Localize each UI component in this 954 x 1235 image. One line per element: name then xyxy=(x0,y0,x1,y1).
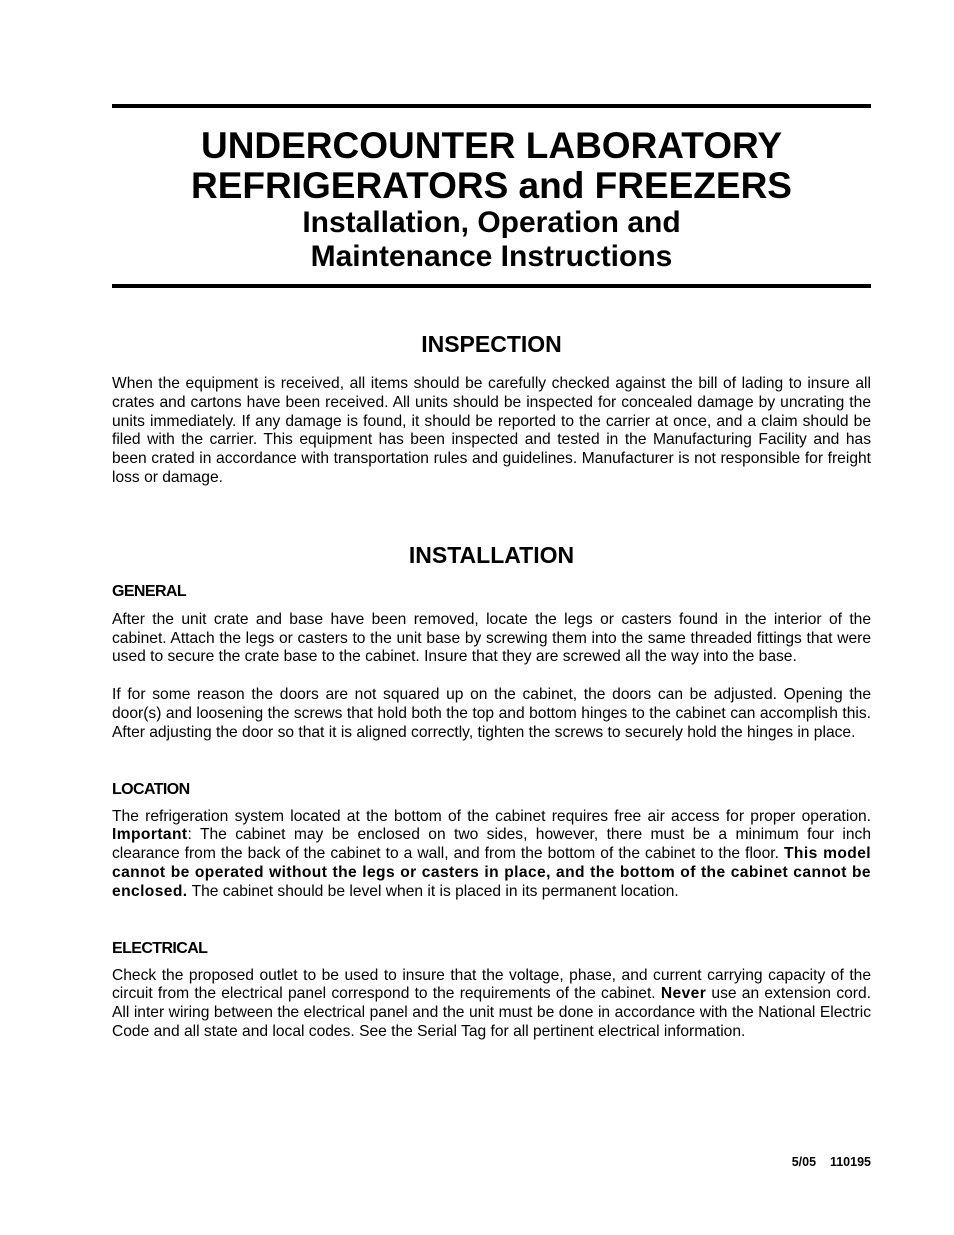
electrical-text-2: use an extension cord. All inter wiring between the electrical panel and the unit must be done in accordance with the National Electric Code and all state and local codes. See the Serial Tag for all pertinent electrical information. xyxy=(112,985,871,1040)
installation-heading: INSTALLATION xyxy=(408,541,575,568)
inspection-heading: INSPECTION xyxy=(421,331,562,357)
footer-doc-number: 110195 xyxy=(829,1155,871,1169)
subtitle-line-1: Installation, Operation and xyxy=(302,206,681,239)
location-heading: LOCATION xyxy=(112,780,190,798)
location-text-1: The refrigeration system located at the bottom of the cabinet requires free air access for proper operation. xyxy=(112,807,871,825)
location-text-2: : The cabinet may be enclosed on two sides, however, there must be a minimum four inch clearance from the back of the cabinet to a wall, and from the bottom of the cabinet to the floor. xyxy=(112,826,871,863)
general-paragraph-1: After the unit crate and base have been removed, locate the legs or casters found in the interior of the cabinet. Attach the legs or casters to the unit base by screwing them into the same threaded fittings that were used to secure the crate base to the cabinet. Insure that they are screwed all the way into the base. xyxy=(112,610,871,666)
title-block xyxy=(112,108,871,284)
electrical-text-1: Check the proposed outlet to be used to insure that the voltage, phase, and current carrying capacity of the circuit from the electrical panel correspond to the requirements of the cabinet. xyxy=(112,966,871,1003)
location-warning: This model cannot be operated without the legs or casters in place, and the bottom of the cabinet cannot be enclosed. xyxy=(112,845,871,900)
never-label: Never xyxy=(660,985,707,1003)
location-paragraph xyxy=(112,808,871,902)
inspection-paragraph: When the equipment is received, all items should be carefully checked against the bill of lading to insure all crates and cartons have been received. All units should be inspected for concealed damage by uncrating the units immediately. If any damage is found, it should be reported to the carrier at once, and a claim should be filed with the carrier. This equipment has been inspected and tested in the Manufacturing Facility and has been crated in accordance with transportation rules and guidelines. Manufacturer is not responsible for freight loss or damage. xyxy=(112,375,871,486)
location-text-3: The cabinet should be level when it is placed in its permanent location. xyxy=(187,882,679,900)
electrical-heading: ELECTRICAL xyxy=(112,939,208,957)
footer-date: 5/05 xyxy=(791,1155,817,1169)
important-label: Important xyxy=(112,826,188,844)
footer xyxy=(792,1155,871,1169)
electrical-paragraph xyxy=(112,967,871,1042)
title-line-1: UNDERCOUNTER LABORATORY xyxy=(200,125,783,166)
subtitle-line-2: Maintenance Instructions xyxy=(310,240,673,273)
document-page xyxy=(112,104,871,1042)
general-paragraph-2: If for some reason the doors are not squared up on the cabinet, the doors can be adjusted. Opening the door(s) and loosening the screws that hold both the top and bottom hinges to the cabinet can accomplish this. After adjusting the door so that it is aligned correctly, tighten the screws to securely hold the hinges in place. xyxy=(112,686,871,741)
general-heading: GENERAL xyxy=(112,582,187,600)
title-line-2: REFRIGERATORS and FREEZERS xyxy=(191,165,792,206)
